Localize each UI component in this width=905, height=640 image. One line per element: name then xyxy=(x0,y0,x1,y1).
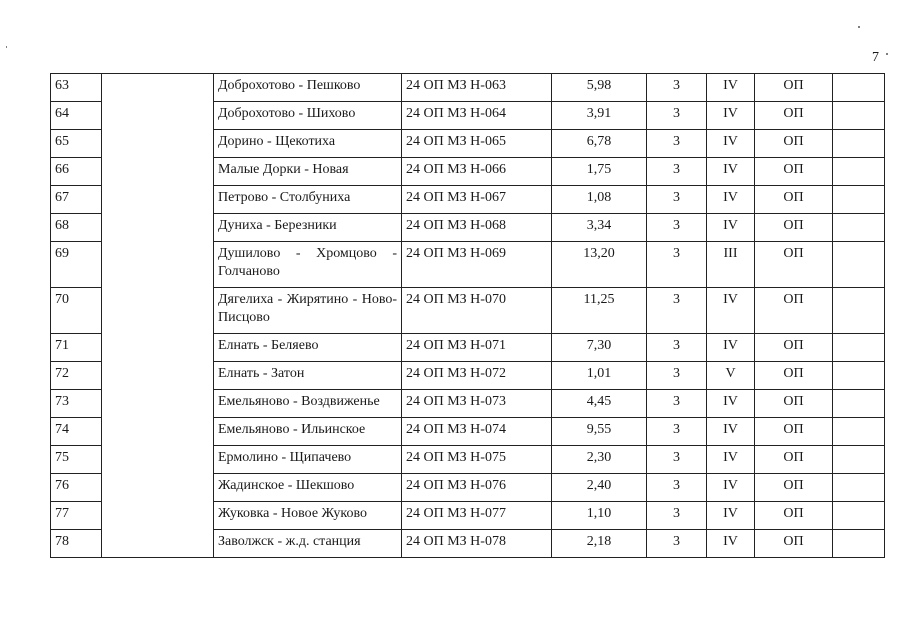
road-name-cell: Елнать - Затон xyxy=(214,362,402,390)
significance-cell: ОП xyxy=(755,288,833,334)
significance-cell: ОП xyxy=(755,186,833,214)
road-code-cell: 24 ОП МЗ Н-070 xyxy=(402,288,552,334)
significance-cell: ОП xyxy=(755,334,833,362)
row-number-cell: 65 xyxy=(51,130,102,158)
road-code-cell: 24 ОП МЗ Н-064 xyxy=(402,102,552,130)
category-cell: IV xyxy=(707,530,755,558)
significance-cell: ОП xyxy=(755,390,833,418)
length-cell: 2,40 xyxy=(552,474,647,502)
category-cell: IV xyxy=(707,418,755,446)
road-name-cell: Дорино - Щекотиха xyxy=(214,130,402,158)
road-name-cell: Елнать - Беляево xyxy=(214,334,402,362)
lanes-cell: 3 xyxy=(647,390,707,418)
page-number: 7 xyxy=(872,50,879,65)
road-name-cell: Дуниха - Березники xyxy=(214,214,402,242)
category-cell: IV xyxy=(707,158,755,186)
road-code-cell: 24 ОП МЗ Н-068 xyxy=(402,214,552,242)
lanes-cell: 3 xyxy=(647,362,707,390)
blank-cell xyxy=(833,130,885,158)
category-cell: IV xyxy=(707,186,755,214)
road-code-cell: 24 ОП МЗ Н-072 xyxy=(402,362,552,390)
road-code-cell: 24 ОП МЗ Н-074 xyxy=(402,418,552,446)
category-cell: IV xyxy=(707,502,755,530)
length-cell: 9,55 xyxy=(552,418,647,446)
significance-cell: ОП xyxy=(755,102,833,130)
significance-cell: ОП xyxy=(755,530,833,558)
significance-cell: ОП xyxy=(755,158,833,186)
row-number-cell: 72 xyxy=(51,362,102,390)
lanes-cell: 3 xyxy=(647,530,707,558)
blank-cell xyxy=(833,474,885,502)
road-name-cell: Ермолино - Щипачево xyxy=(214,446,402,474)
row-number-cell: 78 xyxy=(51,530,102,558)
length-cell: 2,30 xyxy=(552,446,647,474)
lanes-cell: 3 xyxy=(647,446,707,474)
row-number-cell: 67 xyxy=(51,186,102,214)
row-number-cell: 73 xyxy=(51,390,102,418)
lanes-cell: 3 xyxy=(647,102,707,130)
significance-cell: ОП xyxy=(755,362,833,390)
length-cell: 1,10 xyxy=(552,502,647,530)
length-cell: 7,30 xyxy=(552,334,647,362)
lanes-cell: 3 xyxy=(647,474,707,502)
blank-cell xyxy=(833,158,885,186)
length-cell: 11,25 xyxy=(552,288,647,334)
scan-speck xyxy=(858,26,860,28)
blank-cell xyxy=(833,214,885,242)
length-cell: 1,08 xyxy=(552,186,647,214)
significance-cell: ОП xyxy=(755,130,833,158)
significance-cell: ОП xyxy=(755,502,833,530)
table-body xyxy=(51,74,885,558)
significance-cell: ОП xyxy=(755,242,833,288)
category-cell: V xyxy=(707,362,755,390)
category-cell: IV xyxy=(707,474,755,502)
row-number-cell: 76 xyxy=(51,474,102,502)
length-cell: 2,18 xyxy=(552,530,647,558)
blank-cell xyxy=(833,74,885,102)
merged-blank-cell xyxy=(102,74,214,558)
length-cell: 3,34 xyxy=(552,214,647,242)
row-number-cell: 77 xyxy=(51,502,102,530)
road-name-cell: Жуковка - Новое Жуково xyxy=(214,502,402,530)
blank-cell xyxy=(833,288,885,334)
category-cell: IV xyxy=(707,102,755,130)
road-name-cell: Доброхотово - Пешково xyxy=(214,74,402,102)
road-name-cell: Жадинское - Шекшово xyxy=(214,474,402,502)
length-cell: 5,98 xyxy=(552,74,647,102)
lanes-cell: 3 xyxy=(647,130,707,158)
category-cell: III xyxy=(707,242,755,288)
road-name-cell: Малые Дорки - Новая xyxy=(214,158,402,186)
road-code-cell: 24 ОП МЗ Н-078 xyxy=(402,530,552,558)
lanes-cell: 3 xyxy=(647,334,707,362)
category-cell: IV xyxy=(707,334,755,362)
length-cell: 1,75 xyxy=(552,158,647,186)
road-name-cell: Емельяново - Ильинское xyxy=(214,418,402,446)
road-code-cell: 24 ОП МЗ Н-075 xyxy=(402,446,552,474)
road-code-cell: 24 ОП МЗ Н-076 xyxy=(402,474,552,502)
row-number-cell: 64 xyxy=(51,102,102,130)
road-name-cell: Заволжск - ж.д. станция xyxy=(214,530,402,558)
category-cell: IV xyxy=(707,74,755,102)
scan-speck xyxy=(6,46,7,48)
road-code-cell: 24 ОП МЗ Н-073 xyxy=(402,390,552,418)
blank-cell xyxy=(833,502,885,530)
significance-cell: ОП xyxy=(755,446,833,474)
significance-cell: ОП xyxy=(755,474,833,502)
road-code-cell: 24 ОП МЗ Н-063 xyxy=(402,74,552,102)
significance-cell: ОП xyxy=(755,214,833,242)
blank-cell xyxy=(833,446,885,474)
blank-cell xyxy=(833,530,885,558)
lanes-cell: 3 xyxy=(647,158,707,186)
category-cell: IV xyxy=(707,214,755,242)
row-number-cell: 66 xyxy=(51,158,102,186)
row-number-cell: 75 xyxy=(51,446,102,474)
road-name-cell: Душилово - Хромцово - Голчаново xyxy=(214,242,402,288)
lanes-cell: 3 xyxy=(647,288,707,334)
length-cell: 13,20 xyxy=(552,242,647,288)
blank-cell xyxy=(833,186,885,214)
road-code-cell: 24 ОП МЗ Н-066 xyxy=(402,158,552,186)
road-code-cell: 24 ОП МЗ Н-065 xyxy=(402,130,552,158)
length-cell: 1,01 xyxy=(552,362,647,390)
road-name-cell: Доброхотово - Шихово xyxy=(214,102,402,130)
significance-cell: ОП xyxy=(755,74,833,102)
row-number-cell: 70 xyxy=(51,288,102,334)
category-cell: IV xyxy=(707,288,755,334)
row-number-cell: 74 xyxy=(51,418,102,446)
row-number-cell: 71 xyxy=(51,334,102,362)
length-cell: 4,45 xyxy=(552,390,647,418)
road-code-cell: 24 ОП МЗ Н-077 xyxy=(402,502,552,530)
category-cell: IV xyxy=(707,446,755,474)
lanes-cell: 3 xyxy=(647,242,707,288)
road-code-cell: 24 ОП МЗ Н-071 xyxy=(402,334,552,362)
blank-cell xyxy=(833,362,885,390)
roads-table xyxy=(50,73,885,558)
lanes-cell: 3 xyxy=(647,502,707,530)
row-number-cell: 69 xyxy=(51,242,102,288)
road-name-cell: Дягелиха - Жирятино - Ново-Писцово xyxy=(214,288,402,334)
blank-cell xyxy=(833,102,885,130)
blank-cell xyxy=(833,418,885,446)
blank-cell xyxy=(833,390,885,418)
scan-speck xyxy=(886,53,888,55)
blank-cell xyxy=(833,242,885,288)
lanes-cell: 3 xyxy=(647,418,707,446)
category-cell: IV xyxy=(707,130,755,158)
road-code-cell: 24 ОП МЗ Н-067 xyxy=(402,186,552,214)
road-name-cell: Петрово - Столбуниха xyxy=(214,186,402,214)
length-cell: 6,78 xyxy=(552,130,647,158)
lanes-cell: 3 xyxy=(647,74,707,102)
lanes-cell: 3 xyxy=(647,214,707,242)
road-name-cell: Емельяново - Воздвиженье xyxy=(214,390,402,418)
table-row xyxy=(51,74,885,102)
road-code-cell: 24 ОП МЗ Н-069 xyxy=(402,242,552,288)
blank-cell xyxy=(833,334,885,362)
row-number-cell: 63 xyxy=(51,74,102,102)
row-number-cell: 68 xyxy=(51,214,102,242)
length-cell: 3,91 xyxy=(552,102,647,130)
significance-cell: ОП xyxy=(755,418,833,446)
lanes-cell: 3 xyxy=(647,186,707,214)
category-cell: IV xyxy=(707,390,755,418)
